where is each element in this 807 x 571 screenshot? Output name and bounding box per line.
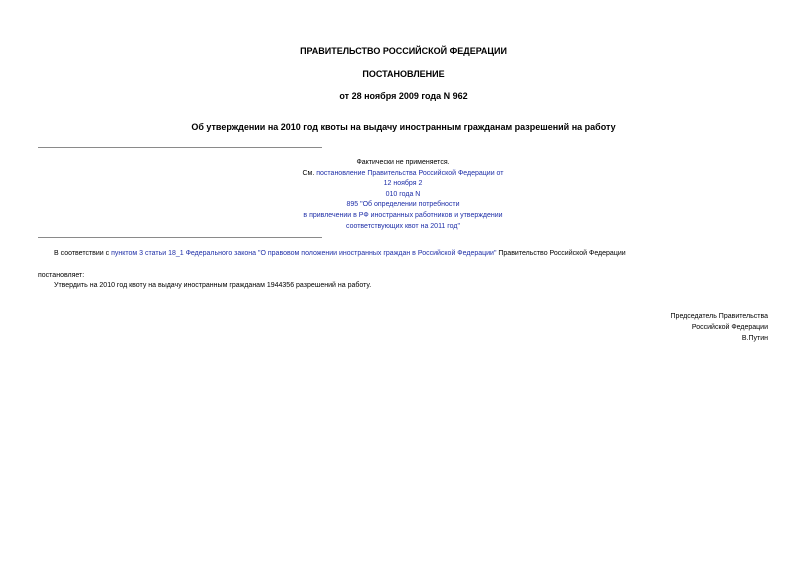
signatory-body: Российской Федерации xyxy=(691,324,768,331)
signatory-name: В.Путин xyxy=(741,335,768,342)
document-type: ПОСТАНОВЛЕНИЕ xyxy=(362,69,445,79)
document-subject: Об утверждении на 2010 год квоты на выдачу иностранным гражданам разрешений на работу xyxy=(191,122,616,132)
note-reference-link-cont-3[interactable]: 895 "Об определении потребности xyxy=(346,201,460,209)
signatory-position: Председатель Правительства xyxy=(670,313,768,320)
operative-paragraph: Утвердить на 2010 год квоту на выдачу иностранным гражданам 1944356 разрешений на работу. xyxy=(54,282,372,289)
preamble-prefix: В соответствии с xyxy=(54,250,112,257)
law-article-link[interactable]: пунктом 3 статьи 18_1 Федерального закона xyxy=(111,250,257,257)
note-reference-prefix: См. xyxy=(302,169,317,177)
status-note xyxy=(250,158,556,232)
note-divider-bottom xyxy=(38,237,322,238)
document-date-number: от 28 ноября 2009 года N 962 xyxy=(339,91,468,101)
issuing-authority: ПРАВИТЕЛЬСТВО РОССИЙСКОЙ ФЕДЕРАЦИИ xyxy=(300,46,507,56)
preamble-suffix: Правительство Российской Федерации xyxy=(496,250,626,257)
note-reference-link-cont-2[interactable]: 010 года N xyxy=(385,190,421,198)
note-reference-link[interactable]: постановление Правительства Российской Федерации от xyxy=(316,169,504,177)
note-reference-link-cont-5[interactable]: соответствующих квот на 2011 год" xyxy=(346,222,460,230)
note-divider-top xyxy=(38,147,322,148)
note-reference-line xyxy=(250,169,556,180)
resolves-paragraph: постановляет: xyxy=(38,272,85,279)
law-title-link[interactable]: "О правовом положении иностранных граждан в Российской Федерации" xyxy=(258,250,497,257)
preamble-paragraph xyxy=(54,250,626,257)
note-status-text: Фактически не применяется. xyxy=(356,159,450,166)
note-reference-link-cont-1[interactable]: 12 ноября 2 xyxy=(383,180,423,188)
note-reference-link-cont-4[interactable]: в привлечении в РФ иностранных работников и утверждении xyxy=(303,211,503,219)
